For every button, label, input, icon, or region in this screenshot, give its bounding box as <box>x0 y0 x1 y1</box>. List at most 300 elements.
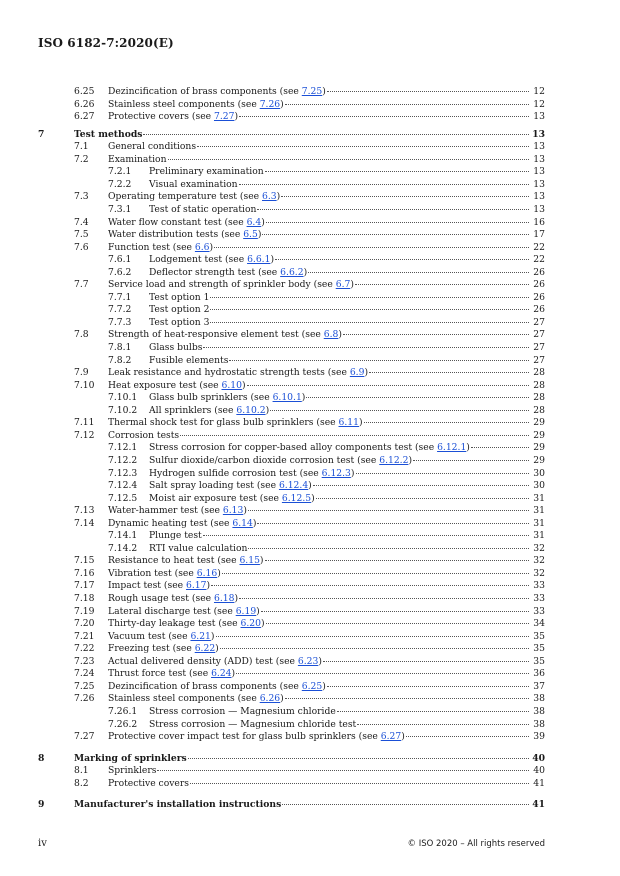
toc-entry-number: 7.10.2 <box>108 404 138 416</box>
dot-leader <box>239 115 529 117</box>
dot-leader <box>239 597 529 599</box>
toc-entry-page: 36 <box>533 668 545 680</box>
toc-entry[interactable] <box>0 580 620 592</box>
dot-leader <box>266 221 529 223</box>
toc-entry-title: Test option 3 <box>149 316 210 328</box>
toc-entry-page: 26 <box>533 266 545 278</box>
toc-entry-title: Impact test (see <box>108 580 187 592</box>
toc-entry-title-suffix: ) <box>259 555 264 567</box>
toc-entry-page: 35 <box>533 630 545 642</box>
toc-entry-title-suffix: ) <box>303 266 308 278</box>
toc-entry-page: 30 <box>533 480 545 492</box>
toc-entry-title-suffix: ) <box>252 517 257 529</box>
toc-entry[interactable] <box>0 317 620 329</box>
toc-entry-page: 35 <box>533 655 545 667</box>
toc-entry[interactable] <box>0 417 620 429</box>
toc-entry-title: Test methods <box>74 128 143 140</box>
dot-leader <box>248 547 529 549</box>
dot-leader <box>222 572 529 574</box>
cross-reference-link[interactable]: 6.12.4 <box>278 480 309 492</box>
toc-entry[interactable] <box>0 468 620 480</box>
toc-entry-title: Sulfur dioxide/carbon dioxide corrosion test (see <box>149 454 380 466</box>
toc-entry-title: Stainless steel components (see <box>108 98 260 110</box>
toc-entry[interactable] <box>0 380 620 392</box>
toc-entry-page: 13 <box>532 128 545 140</box>
toc-entry-page: 16 <box>533 216 545 228</box>
toc-entry[interactable] <box>0 166 620 178</box>
dot-leader <box>157 769 529 771</box>
dot-leader <box>327 90 529 92</box>
toc-entry[interactable] <box>0 99 620 111</box>
toc-entry-page: 40 <box>533 765 545 777</box>
cross-reference-link[interactable]: 6.16 <box>196 567 218 579</box>
toc-entry[interactable] <box>0 355 620 367</box>
toc-entry-title: Moist air exposure test (see <box>149 492 282 504</box>
dot-leader <box>270 409 529 411</box>
toc-entry-page: 13 <box>533 178 545 190</box>
toc-entry-title: Thermal shock test for glass bulb sprinklers (see <box>108 417 339 429</box>
toc-entry-title: Dezincification of brass components (see <box>108 86 302 97</box>
toc-entry[interactable] <box>0 799 620 811</box>
toc-entry[interactable] <box>0 342 620 354</box>
toc-entry-number: 8 <box>38 752 45 764</box>
dot-leader <box>247 384 529 386</box>
toc-entry-title: RTI value calculation <box>149 542 248 554</box>
toc-entry-number: 7.23 <box>74 655 95 667</box>
cross-reference-link[interactable]: 6.12.2 <box>379 454 409 466</box>
dot-leader <box>188 757 529 759</box>
toc-entry-title: Stress corrosion — Magnesium chloride test <box>149 718 357 730</box>
toc-entry[interactable] <box>0 141 620 153</box>
toc-entry-number: 6.27 <box>74 111 95 123</box>
toc-entry-title: Operating temperature test (see <box>108 191 263 203</box>
toc-entry-number: 7.14.1 <box>108 530 138 542</box>
toc-entry[interactable] <box>0 430 620 442</box>
toc-entry-page: 13 <box>533 153 545 165</box>
toc-entry-page: 26 <box>533 279 545 291</box>
toc-entry[interactable] <box>0 731 620 743</box>
dot-leader <box>275 258 529 260</box>
dot-leader <box>190 782 529 784</box>
toc-entry-title-suffix: ) <box>257 229 262 241</box>
dot-leader <box>216 635 530 637</box>
toc-entry-title-suffix: ) <box>364 367 369 379</box>
toc-entry-number: 7.7 <box>74 279 89 291</box>
toc-entry[interactable] <box>0 442 620 454</box>
cross-reference-link[interactable]: 6.4 <box>246 216 262 228</box>
cross-reference-link[interactable]: 6.12.3 <box>321 467 351 479</box>
toc-entry-title-suffix: ) <box>209 241 214 253</box>
toc-entry-title-suffix: ) <box>206 580 211 592</box>
toc-entry-title-suffix: ) <box>234 111 239 123</box>
dot-leader <box>210 308 529 310</box>
dot-leader <box>413 459 529 461</box>
dot-leader <box>197 145 529 147</box>
toc-entry-number: 7.10 <box>74 379 95 391</box>
cross-reference-link[interactable]: 6.10 <box>221 379 242 391</box>
toc-entry-number: 8.1 <box>74 765 89 777</box>
cross-reference-link[interactable]: 7.27 <box>213 111 235 123</box>
toc-entry-number: 7 <box>38 128 45 140</box>
toc-entry-page: 34 <box>533 618 545 630</box>
toc-entry-page: 28 <box>533 404 545 416</box>
toc-entry-number: 7.6.2 <box>108 266 132 278</box>
dot-leader <box>316 497 529 499</box>
toc-entry[interactable] <box>0 242 620 254</box>
cross-reference-link[interactable]: 6.12.1 <box>437 442 467 454</box>
toc-entry-number: 7.4 <box>74 216 89 228</box>
page-number: iv <box>38 838 47 849</box>
dot-leader <box>306 396 529 398</box>
toc-entry-number: 7.10.1 <box>108 392 138 404</box>
toc-entry-title: Dezincification of brass components (see <box>108 680 302 692</box>
toc-entry-title-suffix: ) <box>276 191 281 203</box>
toc-entry[interactable] <box>0 618 620 630</box>
cross-reference-link[interactable]: 6.6.1 <box>247 254 271 266</box>
toc-entry-number: 7.14.2 <box>108 542 138 554</box>
dot-leader <box>357 723 529 725</box>
dot-leader <box>285 103 529 105</box>
cross-reference-link[interactable]: 6.27 <box>380 731 402 743</box>
toc-entry-page: 12 <box>533 86 545 97</box>
toc-entry-page: 35 <box>533 643 545 655</box>
toc-entry[interactable] <box>0 179 620 191</box>
toc-entry-title: Service load and strength of sprinkler body (see <box>108 279 336 291</box>
toc-entry-page: 38 <box>533 718 545 730</box>
toc-entry-page: 32 <box>533 542 545 554</box>
toc-entry-number: 7.9 <box>74 367 89 379</box>
toc-entry-title: Dynamic heating test (see <box>108 517 233 529</box>
toc-entry-title-suffix: ) <box>241 379 246 391</box>
toc-entry-number: 7.26 <box>74 693 95 705</box>
dot-leader <box>364 421 529 423</box>
toc-entry-number: 7.19 <box>74 605 95 617</box>
toc-entry[interactable] <box>0 304 620 316</box>
toc-entry[interactable] <box>0 753 620 765</box>
toc-entry[interactable] <box>0 593 620 605</box>
toc-entry[interactable] <box>0 530 620 542</box>
dot-leader <box>327 685 529 687</box>
toc-entry-page: 33 <box>533 580 545 592</box>
toc-entry-title: Hydrogen sulfide corrosion test (see <box>149 467 322 479</box>
toc-entry-title: Preliminary examination <box>149 166 264 178</box>
toc-entry-title-suffix: ) <box>217 567 221 579</box>
toc-entry-title: Lateral discharge test (see <box>108 605 236 617</box>
cross-reference-link[interactable]: 6.21 <box>190 630 211 642</box>
dot-leader <box>337 710 529 712</box>
toc-entry[interactable] <box>0 405 620 417</box>
dot-leader <box>211 584 529 586</box>
toc-entry-page: 29 <box>533 429 545 441</box>
toc-entry-title: Glass bulb sprinklers (see <box>149 392 273 404</box>
toc-entry-page: 32 <box>533 555 545 567</box>
cross-reference-link[interactable]: 6.11 <box>338 417 359 429</box>
dot-leader <box>203 346 529 348</box>
toc-entry[interactable] <box>0 329 620 341</box>
toc-entry-number: 7.7.2 <box>108 304 132 316</box>
toc-entry[interactable] <box>0 631 620 643</box>
toc-entry-page: 31 <box>533 505 545 517</box>
toc-entry-title: Actual delivered density (ADD) test (see <box>108 655 298 667</box>
toc-entry[interactable] <box>0 778 620 790</box>
cross-reference-link[interactable]: 6.5 <box>243 229 258 241</box>
toc-entry[interactable] <box>0 154 620 166</box>
dot-leader <box>266 622 529 624</box>
dot-leader <box>281 195 529 197</box>
toc-entry-title: Function test (see <box>108 241 195 253</box>
toc-entry-number: 6.26 <box>74 98 95 110</box>
toc-entry-number: 7.3.1 <box>108 203 132 215</box>
toc-entry-title: Rough usage test (see <box>108 593 214 604</box>
cross-reference-link[interactable]: 7.25 <box>301 86 323 97</box>
cross-reference-link[interactable]: 6.14 <box>232 517 253 529</box>
toc-entry-number: 7.16 <box>74 567 95 579</box>
toc-entry-title: Water distribution tests (see <box>108 229 244 241</box>
toc-entry[interactable] <box>0 681 620 693</box>
cross-reference-link[interactable]: 6.15 <box>239 555 260 567</box>
cross-reference-link[interactable]: 6.23 <box>297 655 319 667</box>
toc-entry-page: 27 <box>533 316 545 328</box>
toc-entry-title-suffix: ) <box>322 86 326 97</box>
toc-entry-title: Leak resistance and hydrostatic strength tests (see <box>108 367 350 379</box>
toc-entry[interactable] <box>0 204 620 216</box>
toc-entry[interactable] <box>0 86 620 98</box>
toc-entry-title: Examination <box>108 153 167 165</box>
toc-entry-page: 12 <box>533 98 545 110</box>
toc-entry-title: Visual examination <box>149 178 238 190</box>
toc-entry-title: Resistance to heat test (see <box>108 555 240 567</box>
dot-leader <box>257 208 529 210</box>
toc-entry[interactable] <box>0 656 620 668</box>
toc-entry-page: 28 <box>533 392 545 404</box>
toc-entry-page: 29 <box>533 454 545 466</box>
toc-entry-title: Glass bulbs <box>149 342 203 353</box>
toc-entry-title-suffix: ) <box>408 454 413 466</box>
toc-entry-number: 7.12.1 <box>108 442 138 454</box>
toc-entry-number: 7.15 <box>74 555 95 567</box>
toc-entry-page: 27 <box>533 354 545 366</box>
toc-entry-number: 7.26.1 <box>108 705 138 717</box>
toc-entry-title-suffix: ) <box>243 505 247 517</box>
toc-entry-number: 7.27 <box>74 731 95 743</box>
toc-entry-number: 7.5 <box>74 229 89 241</box>
cross-reference-link[interactable]: 6.13 <box>222 505 244 517</box>
dot-leader <box>210 296 529 298</box>
toc-entry-number: 7.2 <box>74 153 89 165</box>
toc-entry-number: 7.6 <box>74 241 89 253</box>
toc-entry-title-suffix: ) <box>231 668 236 680</box>
toc-entry[interactable] <box>0 367 620 379</box>
toc-entry-title-suffix: ) <box>350 467 355 479</box>
toc-entry[interactable] <box>0 292 620 304</box>
toc-entry[interactable] <box>0 480 620 492</box>
toc-entry[interactable] <box>0 719 620 731</box>
toc-entry-title: Stainless steel components (see <box>108 693 260 705</box>
cross-reference-link[interactable]: 6.3 <box>262 191 277 203</box>
dot-leader <box>356 472 530 474</box>
toc-entry[interactable] <box>0 555 620 567</box>
toc-entry-title: Stress corrosion for copper-based alloy components test (see <box>149 442 438 454</box>
cross-reference-link[interactable]: 6.18 <box>213 593 235 604</box>
toc-entry-number: 7.8 <box>74 329 89 341</box>
toc-entry-page: 29 <box>533 442 545 454</box>
toc-entry-page: 33 <box>533 593 545 604</box>
dot-leader <box>214 246 529 248</box>
toc-entry-title: Protective covers <box>108 777 189 789</box>
toc-entry-title-suffix: ) <box>280 98 284 110</box>
toc-entry-title: Plunge test <box>149 530 202 542</box>
dot-leader <box>308 271 529 273</box>
toc-entry-page: 38 <box>533 705 545 717</box>
toc-entry[interactable] <box>0 518 620 530</box>
toc-entry-number: 7.13 <box>74 505 95 517</box>
toc-entry-page: 41 <box>532 799 545 811</box>
dot-leader <box>355 283 529 285</box>
toc-entry-title: General conditions <box>108 141 197 153</box>
toc-entry-number: 7.12.5 <box>108 492 138 504</box>
dot-leader <box>285 697 529 699</box>
toc-entry-title-suffix: ) <box>215 643 219 655</box>
dot-leader <box>313 484 529 486</box>
toc-entry[interactable] <box>0 693 620 705</box>
toc-entry-title-suffix: ) <box>311 492 315 504</box>
toc-entry-page: 22 <box>533 254 545 266</box>
toc-entry[interactable] <box>0 706 620 718</box>
toc-entry-number: 7.12 <box>74 429 95 441</box>
cross-reference-link[interactable]: 6.7 <box>335 279 351 291</box>
toc-entry-page: 40 <box>532 752 545 764</box>
toc-entry[interactable] <box>0 505 620 517</box>
toc-entry[interactable] <box>0 111 620 123</box>
toc-entry-title-suffix: ) <box>318 655 322 667</box>
dot-leader <box>220 647 529 649</box>
toc-entry-page: 26 <box>533 304 545 316</box>
toc-entry-title-suffix: ) <box>350 279 354 291</box>
toc-entry[interactable] <box>0 267 620 279</box>
toc-entry-number: 7.26.2 <box>108 718 138 730</box>
dot-leader <box>261 610 529 612</box>
toc-entry-page: 28 <box>533 367 545 379</box>
toc-entry-title: Thrust force test (see <box>108 668 212 680</box>
toc-entry-number: 7.12.3 <box>108 467 138 479</box>
toc-entry-page: 27 <box>533 329 545 341</box>
toc-entry[interactable] <box>0 668 620 680</box>
dot-leader <box>323 660 529 662</box>
dot-leader <box>262 233 529 235</box>
cross-reference-link[interactable]: 6.9 <box>349 367 365 379</box>
toc-entry-title-suffix: ) <box>261 618 265 630</box>
dot-leader <box>203 534 529 536</box>
toc-entry-title-suffix: ) <box>256 605 260 617</box>
toc-entry[interactable] <box>0 568 620 580</box>
toc-entry-title-suffix: ) <box>322 680 326 692</box>
toc-entry-title: Thirty-day leakage test (see <box>108 618 241 630</box>
toc-entry-title: Deflector strength test (see <box>149 266 281 278</box>
toc-entry[interactable] <box>0 191 620 203</box>
toc-entry-number: 6.25 <box>74 86 95 97</box>
cross-reference-link[interactable]: 6.17 <box>186 580 207 592</box>
cross-reference-link[interactable]: 6.20 <box>240 618 261 630</box>
toc-entry-number: 7.3 <box>74 191 89 203</box>
cross-reference-link[interactable]: 6.10.2 <box>236 404 266 416</box>
toc-entry-page: 31 <box>533 517 545 529</box>
toc-entry-page: 13 <box>533 203 545 215</box>
dot-leader <box>180 434 529 436</box>
toc-entry-title-suffix: ) <box>265 404 270 416</box>
toc-entry-page: 31 <box>533 530 545 542</box>
cross-reference-link[interactable]: 6.12.5 <box>281 492 312 504</box>
cross-reference-link[interactable]: 6.22 <box>194 643 216 655</box>
toc-entry[interactable] <box>0 229 620 241</box>
toc-entry-number: 7.7.1 <box>108 291 132 303</box>
toc-entry-page: 29 <box>533 417 545 429</box>
toc-entry-page: 13 <box>533 111 545 123</box>
toc-entry-title: Vacuum test (see <box>108 630 191 642</box>
toc-entry[interactable] <box>0 254 620 266</box>
toc-entry[interactable] <box>0 493 620 505</box>
toc-entry[interactable] <box>0 129 620 141</box>
cross-reference-link[interactable]: 6.25 <box>301 680 323 692</box>
dot-leader <box>143 133 529 135</box>
toc-entry-title: Vibration test (see <box>108 567 197 579</box>
toc-entry-title: Freezing test (see <box>108 643 195 655</box>
toc-entry[interactable] <box>0 543 620 555</box>
toc-entry[interactable] <box>0 455 620 467</box>
cross-reference-link[interactable]: 6.24 <box>211 668 232 680</box>
toc-entry-number: 7.2.2 <box>108 178 132 190</box>
toc-entry[interactable] <box>0 392 620 404</box>
toc-entry[interactable] <box>0 765 620 777</box>
toc-entry-page: 13 <box>533 191 545 203</box>
toc-entry[interactable] <box>0 606 620 618</box>
toc-entry-number: 7.8.1 <box>108 342 132 353</box>
toc-entry-title-suffix: ) <box>308 480 312 492</box>
toc-entry-title-suffix: ) <box>234 593 239 604</box>
cross-reference-link[interactable]: 6.26 <box>259 693 281 705</box>
toc-entry-title-suffix: ) <box>401 731 405 743</box>
toc-entry-title: Protective cover impact test for glass bulb sprinklers (see <box>108 731 381 743</box>
toc-entry-page: 27 <box>533 342 545 353</box>
toc-entry-page: 26 <box>533 291 545 303</box>
toc-entry-number: 7.6.1 <box>108 254 132 266</box>
toc-entry-title: Stress corrosion — Magnesium chloride <box>149 705 336 717</box>
toc-entry[interactable] <box>0 279 620 291</box>
toc-entry-page: 30 <box>533 467 545 479</box>
toc-entry[interactable] <box>0 643 620 655</box>
toc-entry-number: 7.22 <box>74 643 95 655</box>
toc-entry-number: 7.17 <box>74 580 95 592</box>
toc-entry-number: 7.7.3 <box>108 316 132 328</box>
dot-leader <box>239 183 529 185</box>
toc-entry-title: Test of static operation <box>149 203 257 215</box>
cross-reference-link[interactable]: 6.19 <box>235 605 257 617</box>
cross-reference-link[interactable]: 7.26 <box>259 98 281 110</box>
cross-reference-link[interactable]: 6.6.2 <box>280 266 304 278</box>
toc-entry[interactable] <box>0 217 620 229</box>
cross-reference-link[interactable]: 6.8 <box>323 329 339 341</box>
toc-entry-title: Marking of sprinklers <box>74 752 187 764</box>
dot-leader <box>406 735 529 737</box>
cross-reference-link[interactable]: 6.10.1 <box>272 392 302 404</box>
toc-entry-title: Water flow constant test (see <box>108 216 247 228</box>
toc-entry-number: 7.12.4 <box>108 480 138 492</box>
document-id-header: ISO 6182-7:2020(E) <box>38 36 174 50</box>
dot-leader <box>210 321 529 323</box>
cross-reference-link[interactable]: 6.6 <box>194 241 210 253</box>
toc-entry-number: 7.1 <box>74 141 89 153</box>
toc-entry-page: 13 <box>533 166 545 178</box>
toc-entry-title: Protective covers (see <box>108 111 214 123</box>
